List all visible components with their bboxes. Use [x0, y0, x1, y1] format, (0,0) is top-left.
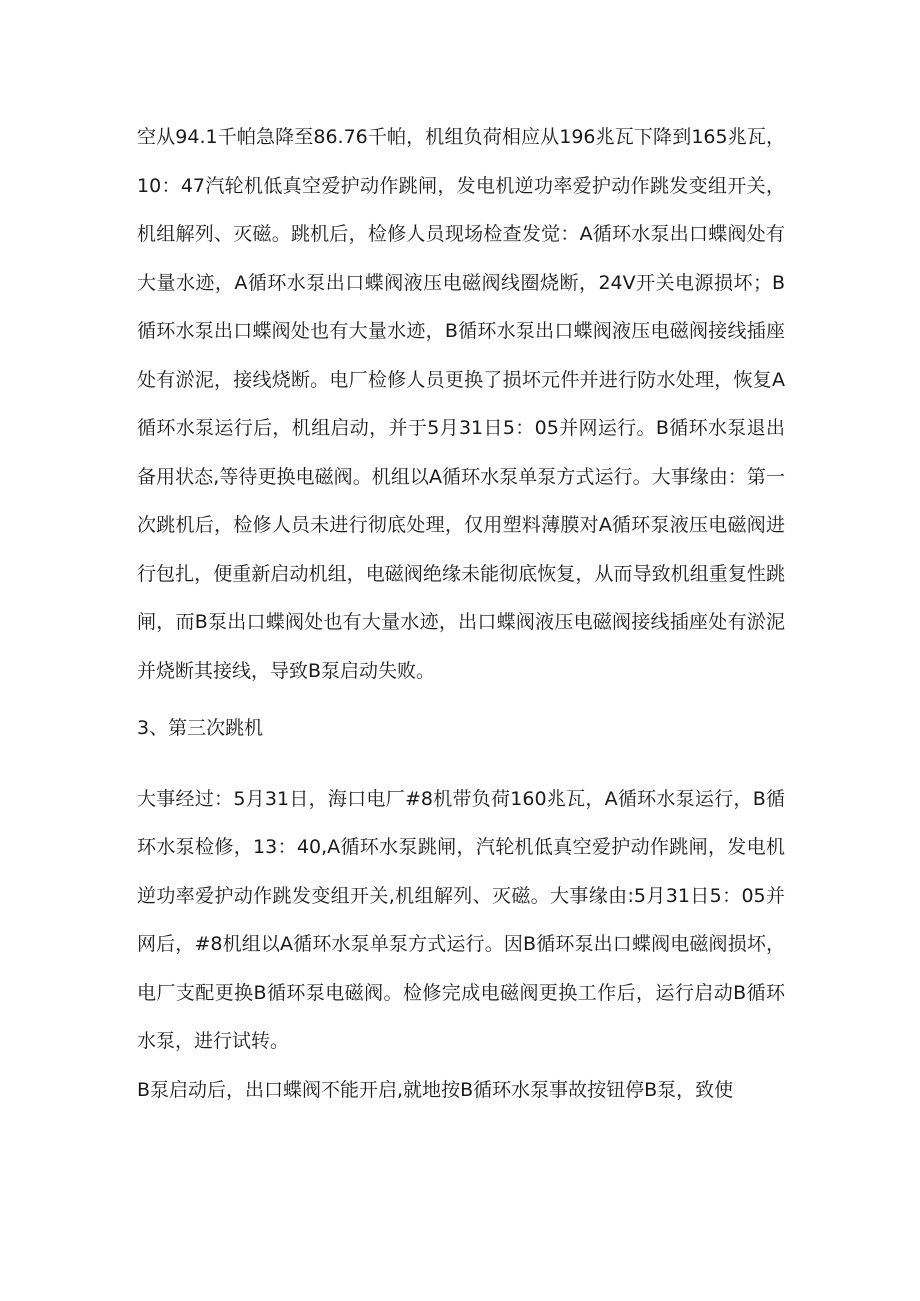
- section-heading-third-trip: 3、第三次跳机: [137, 717, 264, 739]
- paragraph-third-trip-events: 大事经过：5月31日，海口电厂#8机带负荷160兆瓦，A循环水泵运行，B循环水泵检修，13：40,A循环水泵跳闸，汽轮机低真空爱护动作跳闸，发电机逆功率爱护动作跳发变组开关,机组解列、灭磁。大事缘由:5月31日5：05并网后，#8机组以A循环水泵单泵方式运行。因B循环泵出口蝶阀电磁阀损坏，电厂支配更换B循环泵电磁阀。检修完成电磁阀更换工作后，运行启动B循环水泵，进行试转。: [137, 787, 785, 1052]
- document-page: [137, 113, 785, 1114]
- paragraph-third-trip-continued: B泵启动后，出口蝶阀不能开启,就地按B循环水泵事故按钮停B泵，致使: [137, 1078, 734, 1101]
- paragraph-trip-two-continued: 空从94.1千帕急降至86.76千帕，机组负荷相应从196兆瓦下降到165兆瓦，10：47汽轮机低真空爱护动作跳闸，发电机逆功率爱护动作跳发变组开关，机组解列、灭磁。跳机后，检修人员现场检查发觉：A循环水泵出口蝶阀处有大量水迹，A循环水泵出口蝶阀液压电磁阀线圈烧断，24V开关电源损坏；B循环水泵出口蝶阀处也有大量水迹，B循环水泵出口蝶阀液压电磁阀接线插座处有淤泥，接线烧断。电厂检修人员更换了损坏元件并进行防水处理，恢复A循环水泵运行后，机组启动，并于5月31日5：05并网运行。B循环水泵退出备用状态,等待更换电磁阀。机组以A循环水泵单泵方式运行。大事缘由：第一次跳机后，检修人员未进行彻底处理，仅用塑料薄膜对A循环泵液压电磁阀进行包扎，便重新启动机组，电磁阀绝缘未能彻底恢复，从而导致机组重复性跳闸，而B泵出口蝶阀处也有大量水迹，出口蝶阀液压电磁阀接线插座处有淤泥并烧断其接线，导致B泵启动失败。: [137, 126, 785, 682]
